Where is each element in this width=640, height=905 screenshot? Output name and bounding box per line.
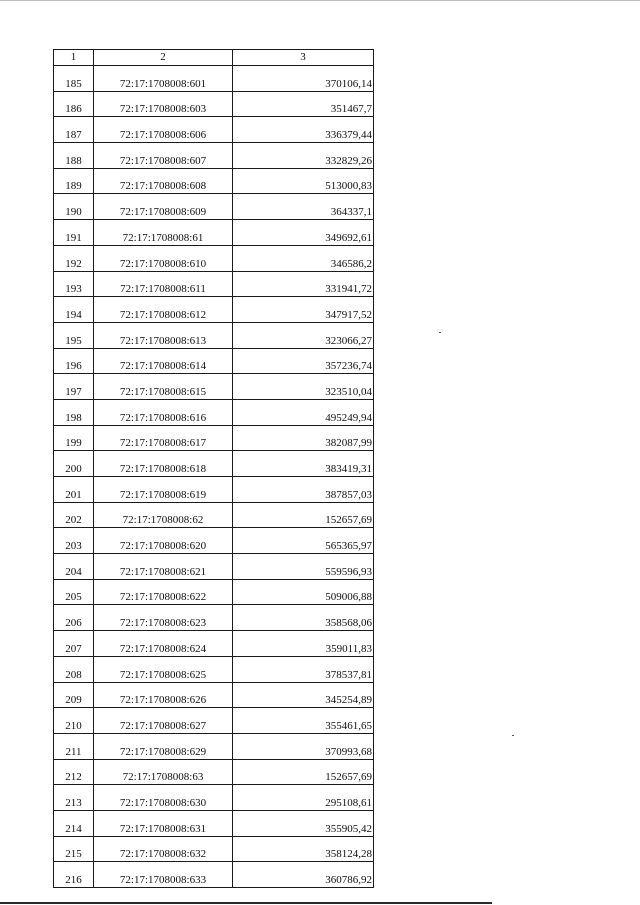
cadastral-value-cell: 495249,94 — [233, 399, 374, 425]
cadastral-value-cell: 336379,44 — [233, 117, 374, 143]
table-row — [54, 785, 374, 811]
cadastral-number-cell: 72:17:1708008:631 — [94, 810, 233, 836]
cadastral-value-cell: 364337,1 — [233, 194, 374, 220]
row-number-cell: 187 — [54, 117, 94, 143]
row-number-cell: 206 — [54, 605, 94, 631]
cadastral-number-cell: 72:17:1708008:611 — [94, 271, 233, 297]
row-number-cell: 185 — [54, 66, 94, 92]
table-row — [54, 322, 374, 348]
cadastral-value-cell: 357236,74 — [233, 348, 374, 374]
scan-speck — [512, 735, 514, 736]
row-number-cell: 188 — [54, 143, 94, 169]
table-row — [54, 605, 374, 631]
cadastral-number-cell: 72:17:1708008:616 — [94, 399, 233, 425]
row-number-cell: 193 — [54, 271, 94, 297]
cadastral-value-cell: 152657,69 — [233, 759, 374, 785]
cadastral-number-cell: 72:17:1708008:632 — [94, 836, 233, 862]
table-row — [54, 528, 374, 554]
table-row — [54, 399, 374, 425]
row-number-cell: 191 — [54, 220, 94, 246]
table-row — [54, 271, 374, 297]
cadastral-number-cell: 72:17:1708008:620 — [94, 528, 233, 554]
row-number-cell: 199 — [54, 425, 94, 451]
row-number-cell: 208 — [54, 656, 94, 682]
row-number-cell: 201 — [54, 477, 94, 503]
table-row — [54, 425, 374, 451]
cadastral-number-cell: 72:17:1708008:62 — [94, 502, 233, 528]
cadastral-number-cell: 72:17:1708008:625 — [94, 656, 233, 682]
row-number-cell: 190 — [54, 194, 94, 220]
cadastral-value-cell: 358568,06 — [233, 605, 374, 631]
table-row — [54, 220, 374, 246]
column-header-cadastral: 2 — [94, 50, 233, 66]
table-row — [54, 579, 374, 605]
cadastral-number-cell: 72:17:1708008:615 — [94, 374, 233, 400]
cadastral-value-table — [53, 49, 374, 888]
cadastral-value-cell: 358124,28 — [233, 836, 374, 862]
cadastral-number-cell: 72:17:1708008:601 — [94, 66, 233, 92]
cadastral-number-cell: 72:17:1708008:627 — [94, 708, 233, 734]
row-number-cell: 186 — [54, 91, 94, 117]
cadastral-value-cell: 355461,65 — [233, 708, 374, 734]
row-number-cell: 200 — [54, 451, 94, 477]
cadastral-number-cell: 72:17:1708008:606 — [94, 117, 233, 143]
cadastral-value-cell: 387857,03 — [233, 477, 374, 503]
table-row — [54, 656, 374, 682]
cadastral-value-cell: 345254,89 — [233, 682, 374, 708]
table-row — [54, 733, 374, 759]
table-row — [54, 502, 374, 528]
cadastral-number-cell: 72:17:1708008:623 — [94, 605, 233, 631]
cadastral-value-cell: 370993,68 — [233, 733, 374, 759]
table-row — [54, 117, 374, 143]
row-number-cell: 212 — [54, 759, 94, 785]
table-row — [54, 477, 374, 503]
table-row — [54, 836, 374, 862]
cadastral-number-cell: 72:17:1708008:617 — [94, 425, 233, 451]
table-row — [54, 91, 374, 117]
row-number-cell: 214 — [54, 810, 94, 836]
cadastral-number-cell: 72:17:1708008:610 — [94, 245, 233, 271]
cadastral-value-cell: 346586,2 — [233, 245, 374, 271]
cadastral-value-cell: 347917,52 — [233, 297, 374, 323]
cadastral-value-cell: 355905,42 — [233, 810, 374, 836]
cadastral-value-cell: 513000,83 — [233, 168, 374, 194]
cadastral-value-cell: 559596,93 — [233, 554, 374, 580]
table-row — [54, 66, 374, 92]
table-row — [54, 862, 374, 888]
cadastral-value-cell: 295108,61 — [233, 785, 374, 811]
row-number-cell: 195 — [54, 322, 94, 348]
cadastral-number-cell: 72:17:1708008:624 — [94, 631, 233, 657]
cadastral-value-cell: 359011,83 — [233, 631, 374, 657]
table-row — [54, 631, 374, 657]
cadastral-value-cell: 370106,14 — [233, 66, 374, 92]
cadastral-value-cell: 323510,04 — [233, 374, 374, 400]
scan-speck — [439, 332, 441, 333]
row-number-cell: 211 — [54, 733, 94, 759]
row-number-cell: 196 — [54, 348, 94, 374]
cadastral-number-cell: 72:17:1708008:621 — [94, 554, 233, 580]
row-number-cell: 205 — [54, 579, 94, 605]
cadastral-value-cell: 378537,81 — [233, 656, 374, 682]
row-number-cell: 192 — [54, 245, 94, 271]
row-number-cell: 202 — [54, 502, 94, 528]
row-number-cell: 203 — [54, 528, 94, 554]
cadastral-value-cell: 382087,99 — [233, 425, 374, 451]
row-number-cell: 197 — [54, 374, 94, 400]
row-number-cell: 209 — [54, 682, 94, 708]
table-row — [54, 245, 374, 271]
cadastral-value-cell: 152657,69 — [233, 502, 374, 528]
table-row — [54, 708, 374, 734]
row-number-cell: 215 — [54, 836, 94, 862]
cadastral-value-cell: 565365,97 — [233, 528, 374, 554]
cadastral-number-cell: 72:17:1708008:63 — [94, 759, 233, 785]
table-row — [54, 554, 374, 580]
table-row — [54, 297, 374, 323]
cadastral-value-cell: 383419,31 — [233, 451, 374, 477]
cadastral-value-cell: 349692,61 — [233, 220, 374, 246]
cadastral-number-cell: 72:17:1708008:608 — [94, 168, 233, 194]
cadastral-number-cell: 72:17:1708008:614 — [94, 348, 233, 374]
row-number-cell: 213 — [54, 785, 94, 811]
table-row — [54, 194, 374, 220]
cadastral-value-cell: 331941,72 — [233, 271, 374, 297]
table-row — [54, 451, 374, 477]
table-row — [54, 759, 374, 785]
row-number-cell: 204 — [54, 554, 94, 580]
row-number-cell: 216 — [54, 862, 94, 888]
cadastral-number-cell: 72:17:1708008:609 — [94, 194, 233, 220]
cadastral-number-cell: 72:17:1708008:630 — [94, 785, 233, 811]
cadastral-number-cell: 72:17:1708008:626 — [94, 682, 233, 708]
cadastral-number-cell: 72:17:1708008:612 — [94, 297, 233, 323]
cadastral-number-cell: 72:17:1708008:633 — [94, 862, 233, 888]
cadastral-value-cell: 323066,27 — [233, 322, 374, 348]
cadastral-number-cell: 72:17:1708008:629 — [94, 733, 233, 759]
column-header-value: 3 — [233, 50, 374, 66]
row-number-cell: 189 — [54, 168, 94, 194]
cadastral-value-cell: 509006,88 — [233, 579, 374, 605]
table-row — [54, 810, 374, 836]
row-number-cell: 194 — [54, 297, 94, 323]
row-number-cell: 198 — [54, 399, 94, 425]
table-row — [54, 143, 374, 169]
row-number-cell: 210 — [54, 708, 94, 734]
table-row — [54, 682, 374, 708]
cadastral-number-cell: 72:17:1708008:613 — [94, 322, 233, 348]
cadastral-number-cell: 72:17:1708008:618 — [94, 451, 233, 477]
cadastral-number-cell: 72:17:1708008:607 — [94, 143, 233, 169]
table-body — [54, 66, 374, 888]
cadastral-number-cell: 72:17:1708008:622 — [94, 579, 233, 605]
cadastral-value-cell: 332829,26 — [233, 143, 374, 169]
cadastral-value-cell: 351467,7 — [233, 91, 374, 117]
table-header-row — [54, 50, 374, 66]
cadastral-number-cell: 72:17:1708008:603 — [94, 91, 233, 117]
cadastral-number-cell: 72:17:1708008:619 — [94, 477, 233, 503]
cadastral-number-cell: 72:17:1708008:61 — [94, 220, 233, 246]
table-row — [54, 348, 374, 374]
page-top-edge — [0, 0, 640, 1]
column-header-number: 1 — [54, 50, 94, 66]
cadastral-value-cell: 360786,92 — [233, 862, 374, 888]
table-row — [54, 168, 374, 194]
row-number-cell: 207 — [54, 631, 94, 657]
table-row — [54, 374, 374, 400]
page-bottom-rule — [0, 902, 492, 904]
